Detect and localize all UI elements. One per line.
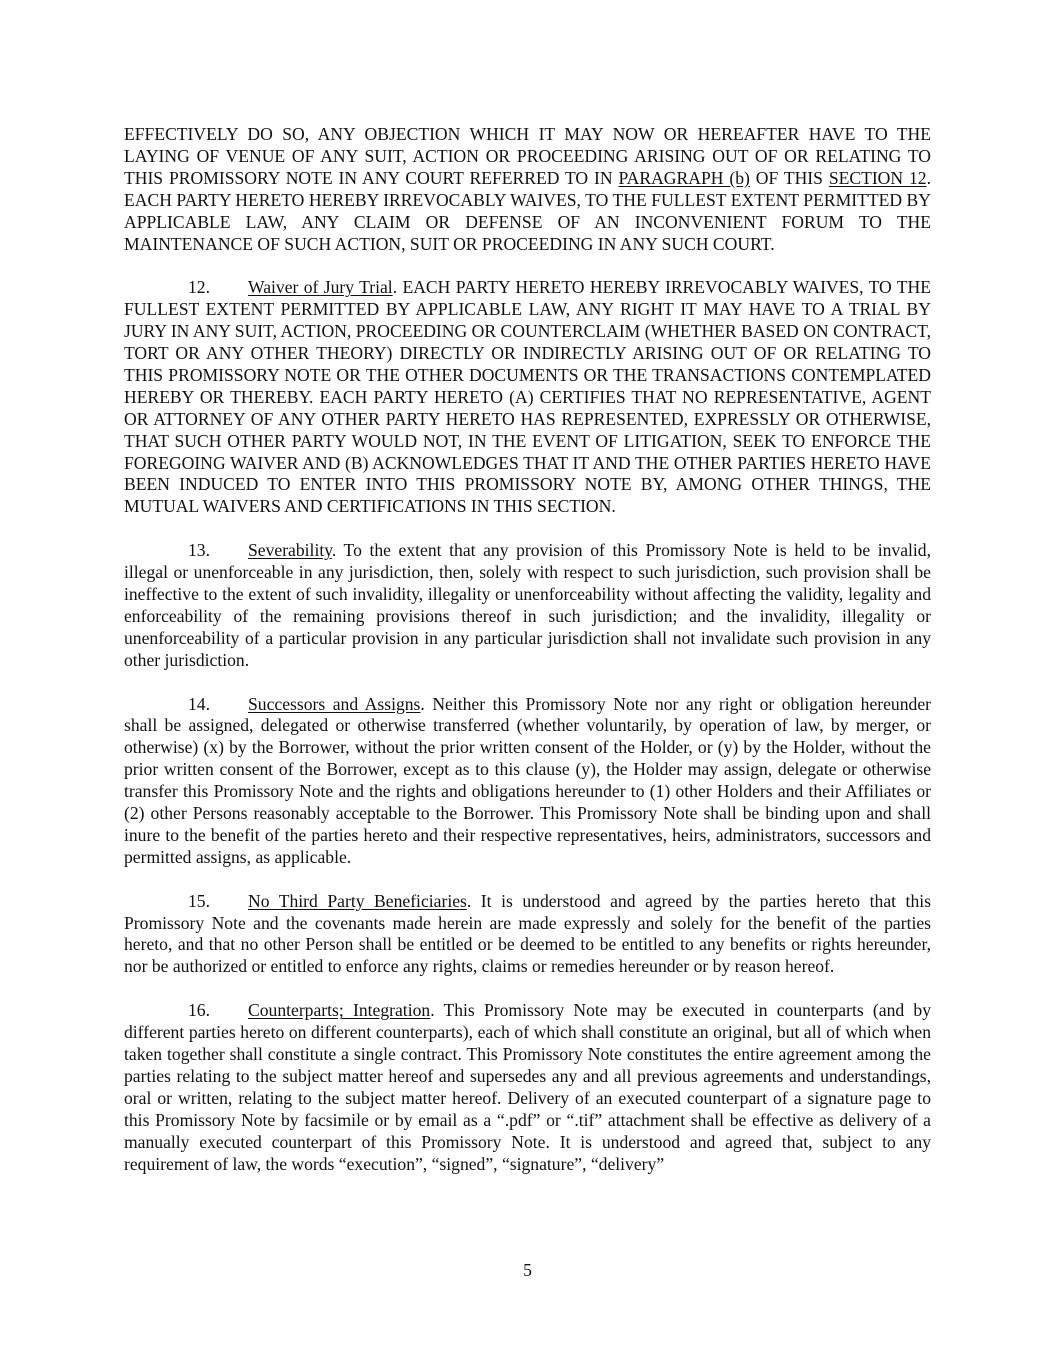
section-16-counterparts-integration <box>124 1000 931 1175</box>
section-number: 14. <box>188 693 210 714</box>
section-body: . Neither this Promissory Note nor any right or obligation hereunder shall be assigned, delegated or otherwise transferred (whether voluntarily, by operation of law, by merger, or otherwise) (x) by the Borrower, without the prior written consent of the Holder, or (y) by the Holder, without the prior written consent of the Borrower, except as to this clause (y), the Holder may assign, delegate or otherwise transfer this Promissory Note and the rights and obligations hereunder to (1) other Holders and their Affiliates or (2) other Persons reasonably acceptable to the Borrower. This Promissory Note shall be binding upon and shall inure to the benefit of the parties hereto and their respective representatives, heirs, administrators, successors and permitted assigns, as applicable. <box>124 693 931 867</box>
continuation-text: OF THIS <box>749 167 829 188</box>
document-body <box>124 124 931 1197</box>
cross-reference-section: SECTION 12 <box>828 167 927 188</box>
section-number: 12. <box>188 277 210 298</box>
section-number: 16. <box>188 1000 210 1021</box>
section-heading: Severability <box>248 540 332 561</box>
section-15-no-third-party-beneficiaries <box>124 891 931 979</box>
section-body: . To the extent that any provision of this Promissory Note is held to be invalid, illegal or unenforceable in any jurisdiction, then, solely with respect to such jurisdiction, such provision shall be ineffective to the extent of such invalidity, illegality or unenforceability without affecting the validity, legality and enforceability of the remaining provisions thereof in such jurisdiction; and the invalidity, illegality or unenforceability of a particular provision in any particular jurisdiction shall not invalidate such provision in any other jurisdiction. <box>124 540 931 670</box>
section-body: . It is understood and agreed by the parties hereto that this Promissory Note and the covenants made herein are made expressly and solely for the benefit of the parties hereto, and that no other Person shall be entitled or be deemed to be entitled to any benefits or rights hereunder, nor be authorized or entitled to enforce any rights, claims or remedies hereunder or by reason hereof. <box>124 890 931 977</box>
continuation-text: EFFECTIVELY DO SO, ANY OBJECTION WHICH IT MAY NOW OR HEREAFTER HAVE TO THE LAYING OF VENUE OF ANY SUIT, ACTION OR PROCEEDING ARISING OUT OF OR RELATING TO THIS PROMISSORY NOTE IN ANY COURT REFERRED TO IN <box>124 124 931 188</box>
cross-reference-paragraph: PARAGRAPH (b) <box>618 167 750 188</box>
section-heading: No Third Party Beneficiaries <box>248 890 467 911</box>
continuation-paragraph <box>124 124 931 255</box>
section-heading: Waiver of Jury Trial <box>248 277 393 298</box>
section-number: 15. <box>188 890 210 911</box>
section-heading: Successors and Assigns <box>248 693 421 714</box>
section-14-successors-and-assigns <box>124 694 931 869</box>
section-number: 13. <box>188 540 210 561</box>
continuation-text: . EACH PARTY HERETO HEREBY IRREVOCABLY WAIVES, TO THE FULLEST EXTENT PERMITTED BY APPLICABLE LAW, ANY CLAIM OR DEFENSE OF AN INCONVENIENT FORUM TO THE MAINTENANCE OF SUCH ACTION, SUIT OR PROCEEDING IN ANY SUCH COURT. <box>124 167 931 254</box>
section-body: . EACH PARTY HERETO HEREBY IRREVOCABLY WAIVES, TO THE FULLEST EXTENT PERMITTED BY APPLICABLE LAW, ANY RIGHT IT MAY HAVE TO A TRIAL BY JURY IN ANY SUIT, ACTION, PROCEEDING OR COUNTERCLAIM (WHETHER BASED ON CONTRACT, TORT OR ANY OTHER THEORY) DIRECTLY OR INDIRECTLY ARISING OUT OF OR RELATING TO THIS PROMISSORY NOTE OR THE OTHER DOCUMENTS OR THE TRANSACTIONS CONTEMPLATED HEREBY OR THEREBY. EACH PARTY HERETO (A) CERTIFIES THAT NO REPRESENTATIVE, AGENT OR ATTORNEY OF ANY OTHER PARTY HERETO HAS REPRESENTED, EXPRESSLY OR OTHERWISE, THAT SUCH OTHER PARTY WOULD NOT, IN THE EVENT OF LITIGATION, SEEK TO ENFORCE THE FOREGOING WAIVER AND (B) ACKNOWLEDGES THAT IT AND THE OTHER PARTIES HERETO HAVE BEEN INDUCED TO ENTER INTO THIS PROMISSORY NOTE BY, AMONG OTHER THINGS, THE MUTUAL WAIVERS AND CERTIFICATIONS IN THIS SECTION. <box>124 277 932 517</box>
section-13-severability <box>124 540 931 671</box>
section-heading: Counterparts; Integration <box>248 1000 431 1021</box>
section-body: . This Promissory Note may be executed in counterparts (and by different parties hereto on different counterparts), each of which shall constitute an original, but all of which when taken together shall constitute a single contract. This Promissory Note constitutes the entire agreement among the parties relating to the subject matter hereof and supersedes any and all previous agreements and understandings, oral or written, relating to the subject matter hereof. Delivery of an executed counterpart of a signature page to this Promissory Note by facsimile or by email as a “.pdf” or “.tif” attachment shall be effective as delivery of a manually executed counterpart of this Promissory Note. It is understood and agreed that, subject to any requirement of law, the words “execution”, “signed”, “signature”, “delivery” <box>124 1000 931 1174</box>
page-number: 5 <box>523 1260 532 1280</box>
section-12-waiver-of-jury-trial <box>124 277 931 518</box>
